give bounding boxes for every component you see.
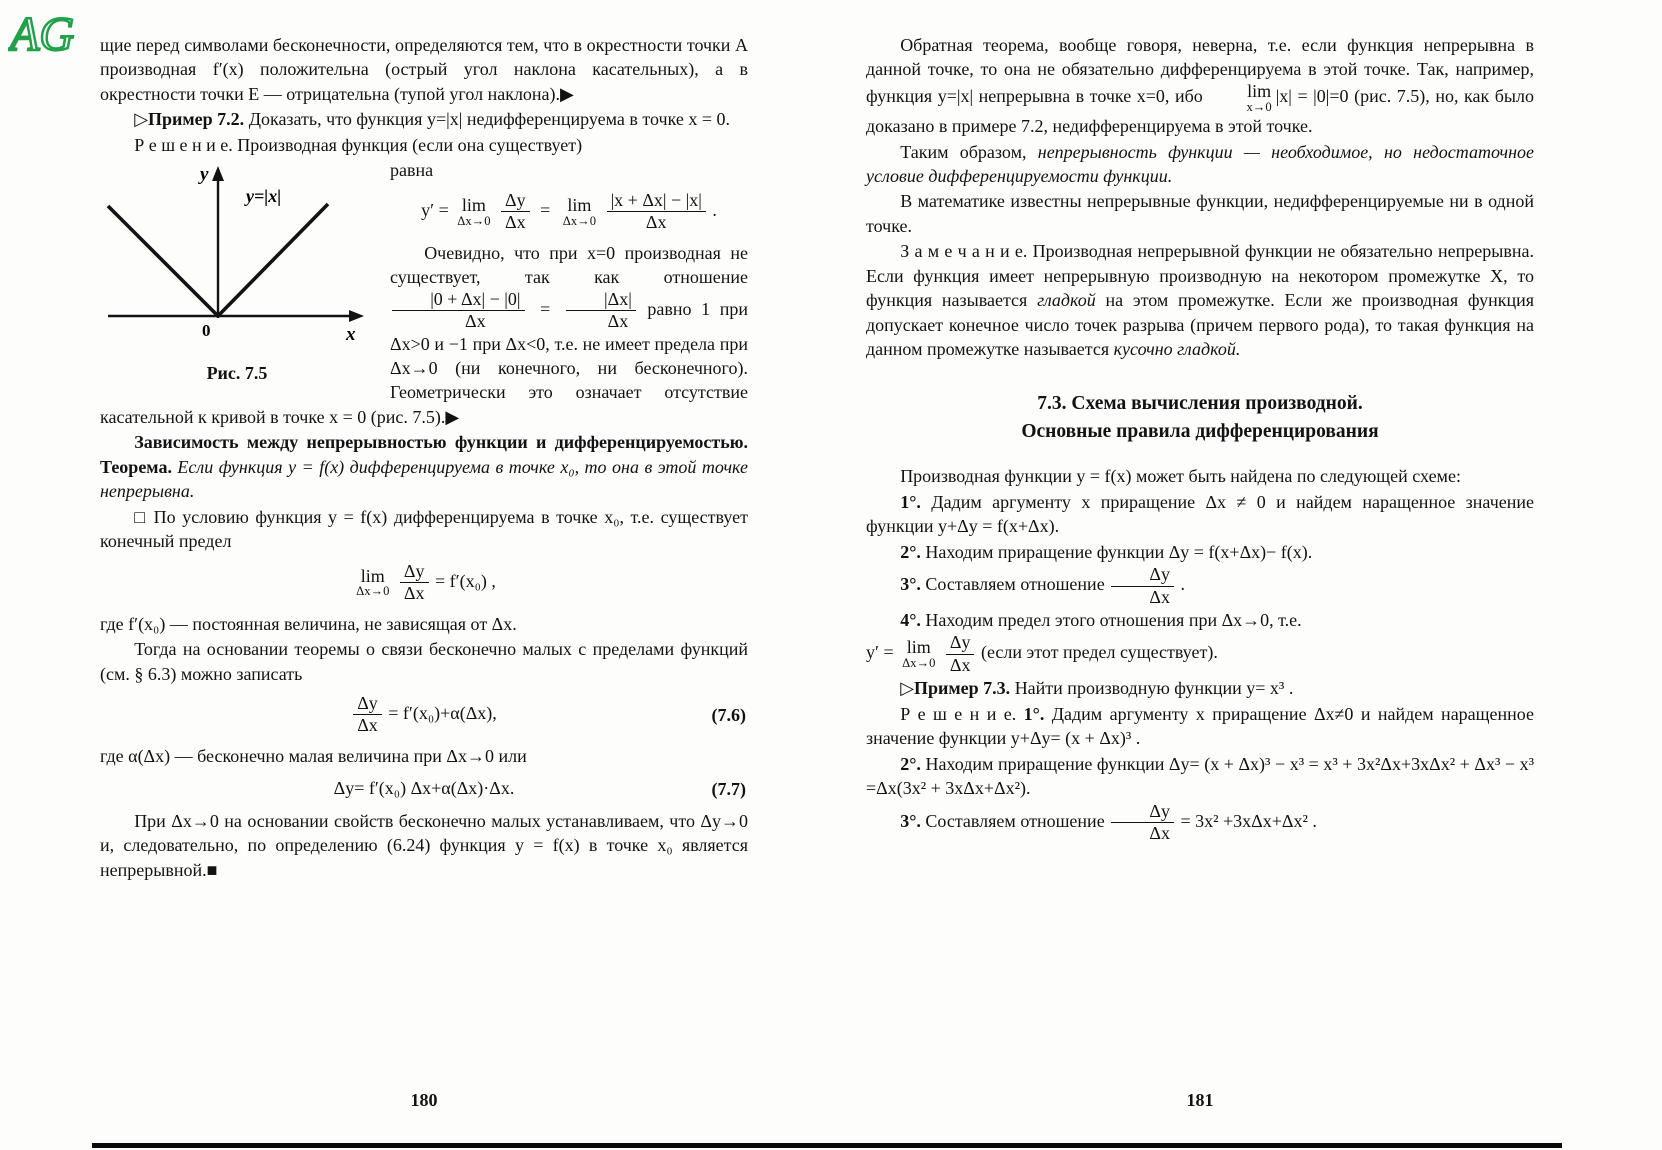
step-text-end: = 3x² +3xΔx+Δx² . <box>1175 810 1317 831</box>
fraction-dy-dx <box>501 191 530 233</box>
lim-word: lim <box>1247 80 1272 101</box>
publisher-logo <box>8 4 78 66</box>
lim-word: lim <box>567 194 592 215</box>
fraction-denominator: Δx <box>353 714 382 735</box>
x-axis-arrow <box>349 310 364 322</box>
fraction-denominator: Δx <box>1111 822 1174 843</box>
scheme-step-1 <box>866 490 1534 539</box>
limit-operator <box>902 638 935 670</box>
publisher-logo-text: AG <box>10 8 74 61</box>
formula-rhs: = f′(x₀)+α(Δx), <box>388 703 497 724</box>
formula-body: Δy= f′(x₀) Δx+α(Δx)·Δx. <box>333 778 515 799</box>
solution-7-3-intro <box>866 702 1534 751</box>
lim-word: lim <box>906 637 931 658</box>
text-segment: равно 1 при Δx>0 и −1 при Δx<0, т.е. не имеет предела при Δx→0 (ни конечного, ни бесконечного). Геометрически это означает отсутствие касательной к кривой в точке x = 0 (рис. 7.5).▶ <box>100 298 748 427</box>
text-segment: на этом промежутке. Если же производная функция допускает конечное число точек разрыва (причем первого рода), то такая функция на данном промежутке называется <box>866 290 1534 360</box>
fraction-numerator: |0 + Δx| − |0| <box>430 288 521 309</box>
formula-period: . <box>712 199 717 220</box>
formula-step-4 <box>866 633 1534 675</box>
fraction-abs-diff <box>607 191 706 233</box>
equals-sign: = <box>540 298 551 319</box>
limit-operator <box>356 567 389 599</box>
scan-bottom-edge <box>92 1143 1562 1148</box>
formula-lhs: y′ = <box>421 199 449 220</box>
fraction-dy-dx <box>1111 565 1174 607</box>
step-number: 3°. <box>900 574 921 595</box>
fraction-ratio-1 <box>392 290 525 332</box>
limit-operator <box>457 196 490 228</box>
formula-7-7 <box>100 776 748 800</box>
fraction-numerator: |Δx| <box>604 288 632 309</box>
page-181 <box>866 32 1534 1112</box>
formula-limit-definition <box>100 562 748 604</box>
section-heading-line-2: Основные правила дифференцирования <box>1021 421 1379 442</box>
term-piecewise-smooth: кусочно гладкой. <box>1113 339 1241 360</box>
limit-operator <box>563 196 596 228</box>
paragraph-converse-theorem <box>866 33 1534 139</box>
page-number-left: 180 <box>410 1089 438 1110</box>
fraction-numerator: Δy <box>1149 564 1170 585</box>
solution-label: Р е ш е н и е. <box>900 703 1024 724</box>
step-number: 2°. <box>900 753 921 774</box>
step-number: 2°. <box>900 541 921 562</box>
solution-text: Дадим аргументу x приращение Δx≠0 и найдем наращенное значение функции y+Δy= (x + Δx)³ . <box>866 703 1534 749</box>
solution-step-2 <box>866 752 1534 801</box>
math-segment: |x| = |0|=0 <box>1275 86 1349 107</box>
proof-start: □ По условию функция y = f(x) дифференцируема в точке x₀, т.е. существует конечный предел <box>100 506 748 552</box>
x-axis-label: x <box>346 324 356 346</box>
lim-word: lim <box>360 565 385 586</box>
fraction-denominator: Δx <box>946 654 975 675</box>
paragraph-where-1: где f′(x₀) — постоянная величина, не зависящая от Δx. <box>100 613 517 634</box>
solution-step-3 <box>866 802 1534 844</box>
step-number: 1°. <box>900 491 921 512</box>
text-segment: Очевидно, что при x=0 производная не существует, так как отношение <box>390 242 748 288</box>
example-7-3-text: Найти производную функции y= x³ . <box>1010 678 1294 699</box>
theorem-statement: Если функция y = f(x) дифференцируема в точке x₀, то она в этой точке непрерывна. <box>100 456 748 502</box>
fraction-denominator: Δx <box>1111 586 1174 607</box>
fraction-numerator: Δy <box>357 693 378 713</box>
origin-label: 0 <box>202 321 211 341</box>
lim-subscript: Δx→0 <box>902 656 936 671</box>
scheme-step-2 <box>866 540 1534 564</box>
publisher-logo-graphic <box>8 4 78 66</box>
section-heading-line-1: 7.3. Схема вычисления производной. <box>1037 392 1363 414</box>
fraction-ratio-2 <box>566 290 636 332</box>
formula-lhs: y′ = <box>866 642 894 663</box>
solution-text: Производная функция (если она существует) <box>232 134 583 155</box>
solution-7-2-intro <box>100 133 748 157</box>
fraction-numerator: Δy <box>949 632 971 653</box>
theorem-title: Зависимость между непрерывностью функции и дифференцируемостью. Теорема. <box>100 432 748 477</box>
paragraph-thus <box>866 140 1534 189</box>
fraction-numerator: Δy <box>403 560 425 581</box>
step-number: 3°. <box>900 810 921 831</box>
term-smooth: гладкой <box>1037 290 1096 311</box>
scheme-step-4 <box>866 608 1534 632</box>
example-7-2-label: ▷Пример 7.2. <box>134 109 245 130</box>
equation-number-7-6: (7.6) <box>711 704 746 725</box>
y-axis-label: y <box>200 164 209 186</box>
step-text-end: . <box>1175 574 1185 595</box>
limit-operator <box>1212 82 1271 114</box>
figure-caption: Рис. 7.5 <box>206 362 268 383</box>
solution-label: Р е ш е н и е. <box>134 134 233 155</box>
fraction-denominator: Δx <box>607 211 706 232</box>
fraction-numerator: |x + Δx| − |x| <box>610 189 702 210</box>
equation-number-7-7: (7.7) <box>711 778 746 799</box>
text-segment: (рис. 7.5), но, как было доказано в примере 7.2, недифференцируема в этой точке. <box>866 86 1535 137</box>
formula-derivative-abs <box>100 191 748 233</box>
formula-tail: (если этот предел существует). <box>980 642 1218 663</box>
equals-sign: = <box>540 199 551 220</box>
solution-text-continuation: равна <box>390 160 434 181</box>
paragraph-remark <box>866 239 1534 361</box>
example-7-2 <box>100 107 748 131</box>
paragraph-known-functions: В математике известны непрерывные функции, недифференцируемые ни в одной точке. <box>866 191 1534 236</box>
page-number-right: 181 <box>1186 1089 1214 1110</box>
fraction-dy-dx <box>400 562 429 604</box>
formula-7-6 <box>100 694 748 736</box>
fraction-numerator: Δy <box>1149 800 1170 821</box>
paragraph-conclusion: При Δx→0 на основании свойств бесконечно малых устанавливаем, что Δy→0 и, следовательно, по определению (6.24) функция y = f(x) в точке x₀ является непрерывной.■ <box>100 810 748 880</box>
lim-word: lim <box>461 194 486 215</box>
paragraph-where-2: где α(Δx) — бесконечно малая величина при Δx→0 или <box>100 745 527 766</box>
curve-label: y=|x| <box>246 186 282 207</box>
step-text: Дадим аргументу x приращение Δx ≠ 0 и найдем наращенное значение функции y+Δy = f(x+Δx). <box>866 491 1534 537</box>
fraction-denominator: Δx <box>392 310 525 331</box>
fraction-denominator: Δx <box>566 310 636 331</box>
fraction-dy-dx <box>353 694 382 736</box>
lim-subscript: Δx→0 <box>356 584 390 599</box>
fraction-dy-dx <box>946 633 975 675</box>
section-heading-7-3 <box>866 390 1534 447</box>
text-segment: Таким образом, <box>900 141 1038 162</box>
emphasis-text: непрерывность функции — необходимое, но недостаточное условие дифференцируемости функции. <box>866 141 1534 186</box>
step-text: Находим приращение функции Δy= (x + Δx)³ − x³ = x³ + 3x²Δx+3xΔx² + Δx³ − x³ =Δx(3x² + 3xΔx+Δx²). <box>866 753 1534 799</box>
paragraph-intro: щие перед символами бесконечности, определяются тем, что в окрестности точки A производная f′(x) положительна (острый угол наклона касательных), а в окрестности точки E — отрицательна (тупой угол наклона).▶ <box>100 35 748 104</box>
fraction-dy-dx <box>1111 802 1174 844</box>
example-7-3-label: ▷Пример 7.3. <box>900 678 1011 699</box>
fraction-denominator: Δx <box>501 211 530 232</box>
scheme-step-3 <box>866 565 1534 607</box>
formula-rhs: = f′(x₀) , <box>435 570 496 591</box>
step-number: 1°. <box>1023 703 1045 724</box>
text-segment: Обратная теорема, вообще говоря, неверна, т.е. если функция непрерывна в данной точке, то она не обязательно дифференцируема в этой точке. Так, например, функция y=|x| непрерывна в точке x=0, ибо <box>866 35 1534 107</box>
theorem-paragraph <box>100 430 748 503</box>
step-number: 4°. <box>900 610 921 631</box>
example-7-3 <box>866 676 1534 700</box>
text-segment: З а м е ч а н и е. Производная непрерывной функции не обязательно непрерывна. Если функция имеет непрерывную производную на некотором промежутке X, то функция называется <box>866 241 1534 311</box>
lim-subscript: Δx→0 <box>562 213 597 228</box>
lim-subscript: Δx→0 <box>457 213 491 228</box>
fraction-denominator: Δx <box>400 582 429 603</box>
example-7-2-text: Доказать, что функция y=|x| недифференцируема в точке x = 0. <box>244 109 731 130</box>
paragraph-scheme-intro: Производная функции y = f(x) может быть найдена по следующей схеме: <box>900 466 1461 487</box>
fraction-numerator: Δy <box>505 189 526 210</box>
page-180 <box>100 32 748 1112</box>
y-axis-arrow <box>212 166 224 181</box>
step-text: Составляем отношение <box>920 810 1110 831</box>
paragraph-then: Тогда на основании теоремы о связи бесконечно малых с пределами функций (см. § 6.3) можно записать <box>100 639 748 684</box>
step-text: Находим приращение функции Δy = f(x+Δx)− f(x). <box>920 541 1313 562</box>
step-text: Составляем отношение <box>920 574 1110 595</box>
lim-subscript: x→0 <box>1246 99 1272 114</box>
step-text: Находим предел этого отношения при Δx→0, т.е. <box>920 610 1302 631</box>
